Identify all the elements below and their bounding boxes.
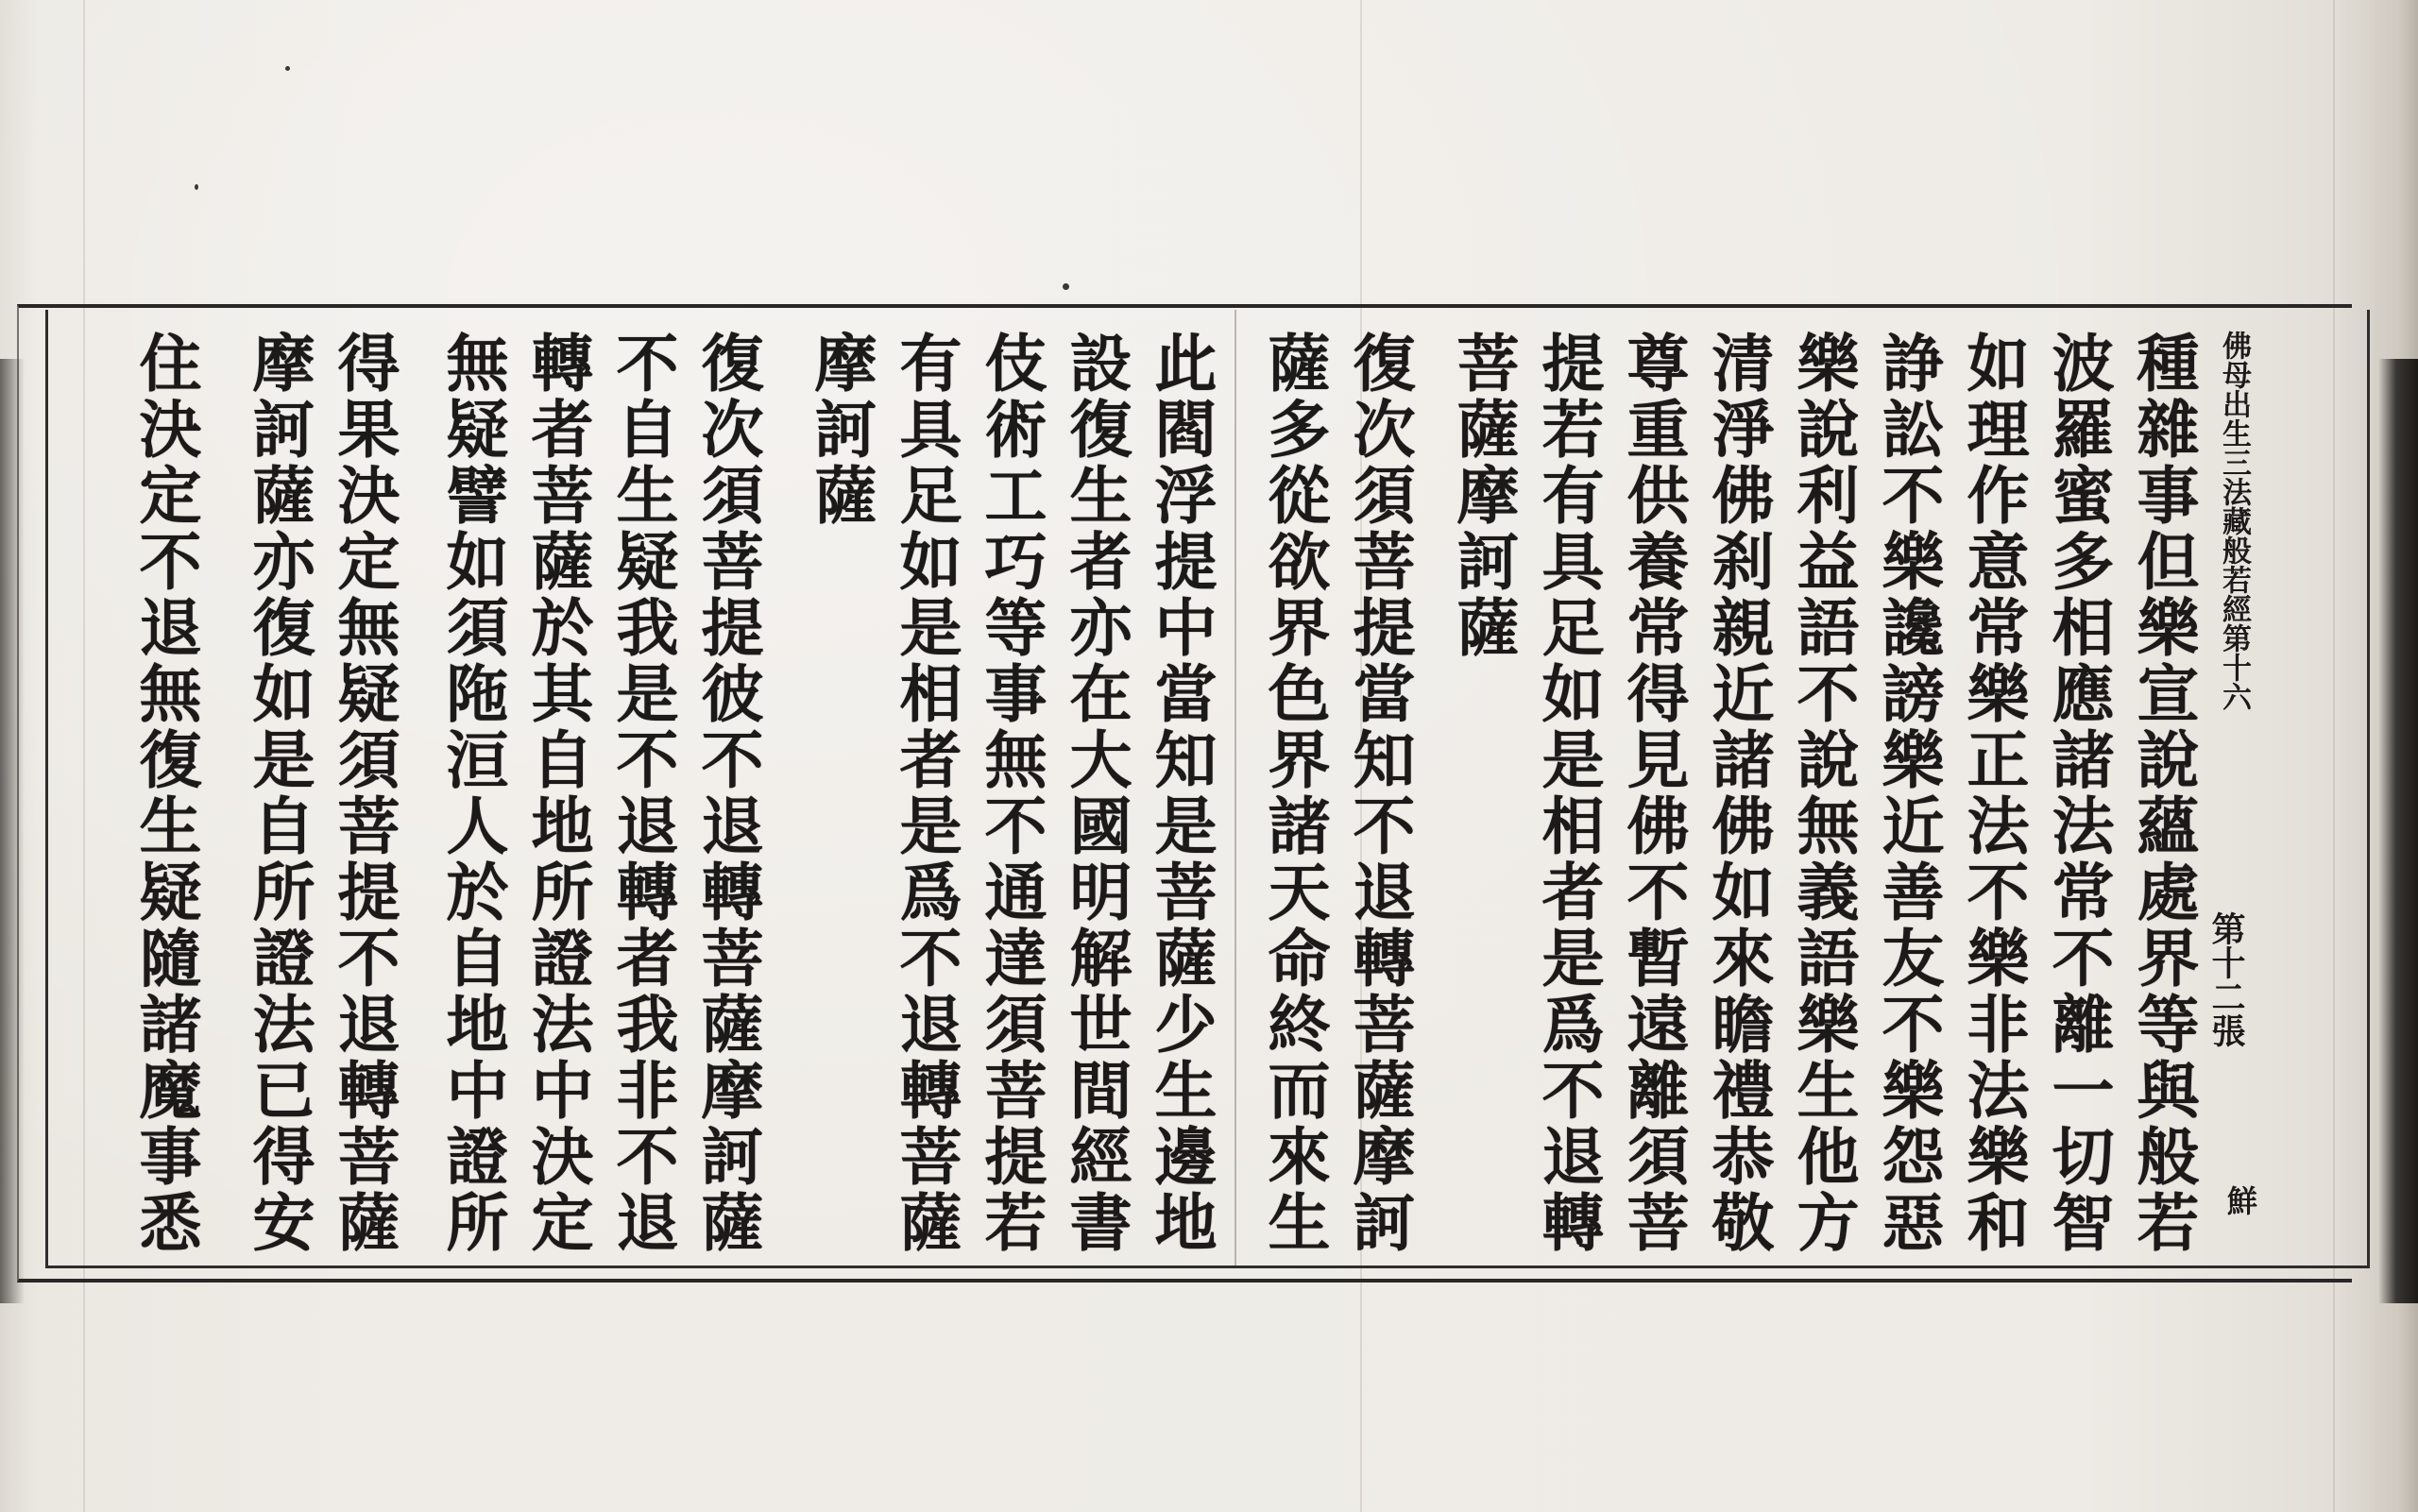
text-column: 如理作意常樂正法不樂非法樂和 [1956, 331, 2030, 1256]
text-column: 此閻浮提中當知是菩薩少生邊地 [1144, 331, 1218, 1256]
text-column: 種雜事但樂宣說蘊處界等與般若 [2126, 331, 2200, 1256]
text-column: 清淨佛刹親近諸佛如來瞻禮恭敬 [1701, 331, 1775, 1256]
text-column: 菩薩摩訶薩 [1446, 331, 1520, 661]
text-column: 復次須菩提當知不退轉菩薩摩訶 [1342, 331, 1416, 1256]
center-fold-line [1235, 310, 1236, 1266]
text-column: 摩訶薩 [804, 331, 877, 529]
binding-shadow-right [2378, 359, 2418, 1303]
text-column: 設復生者亦在大國明解世間經書 [1059, 331, 1132, 1256]
ink-speck [1063, 283, 1069, 290]
text-column: 復次須菩提彼不退轉菩薩摩訶薩 [690, 331, 764, 1256]
carver-mark: 鮮 [2222, 1185, 2258, 1215]
ink-speck [195, 184, 198, 190]
text-column: 伎術工巧等事無不通達須菩提若 [974, 331, 1047, 1256]
text-column: 諍訟不樂讒謗樂近善友不樂怨惡 [1871, 331, 1945, 1256]
text-column: 薩多從欲界色界諸天命終而來生 [1257, 331, 1331, 1256]
text-column: 得果決定無疑須菩提不退轉菩薩 [327, 331, 400, 1256]
text-column: 樂說利益語不說無義語樂生他方 [1786, 331, 1860, 1256]
margin-title: 佛母出生三法藏般若經第十六 [2217, 331, 2251, 711]
text-column: 尊重供養常得見佛不暫遠離須菩 [1616, 331, 1690, 1256]
text-column: 住決定不退無復生疑隨諸魔事悉 [128, 331, 202, 1256]
folio-number: 第十二張 [2206, 911, 2246, 1047]
text-column: 不自生疑我是不退轉者我非不退 [605, 331, 679, 1256]
text-column: 摩訶薩亦復如是自所證法已得安 [242, 331, 315, 1256]
text-column: 提若有具足如是相者是爲不退轉 [1531, 331, 1605, 1256]
text-column: 有具足如是相者是爲不退轉菩薩 [889, 331, 962, 1256]
text-column: 無疑譬如須陁洹人於自地中證所 [435, 331, 509, 1256]
text-column: 轉者菩薩於其自地所證法中決定 [520, 331, 594, 1256]
ink-speck [285, 66, 290, 71]
text-column: 波羅蜜多相應諸法常不離一切智 [2041, 331, 2115, 1256]
